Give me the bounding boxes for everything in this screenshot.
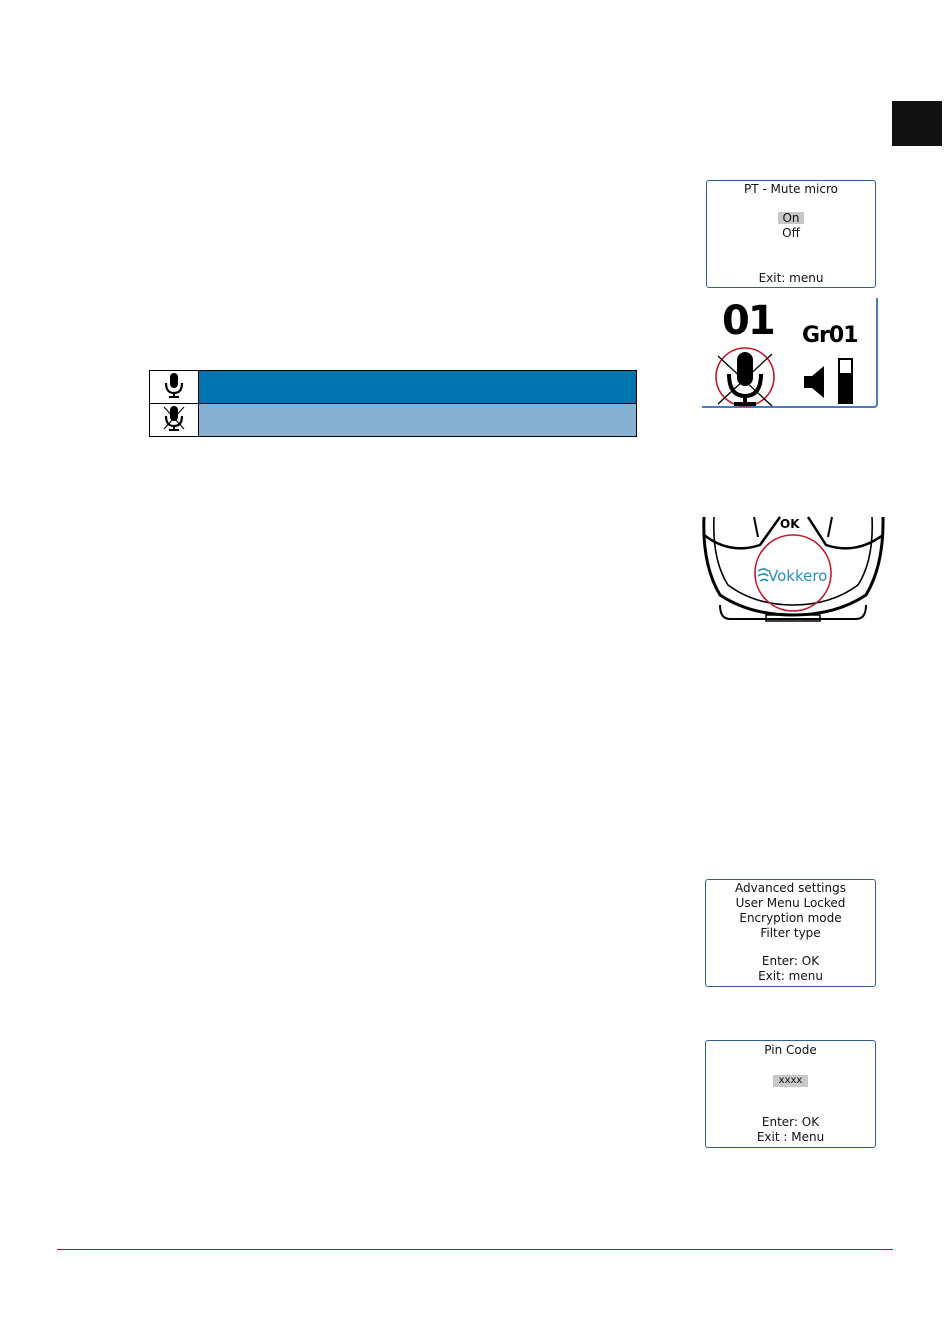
mute-micro-screen xyxy=(706,180,876,288)
advanced-exit-hint: Exit: menu xyxy=(758,969,823,983)
advanced-settings-screen xyxy=(705,879,876,987)
device-photo xyxy=(700,515,886,625)
legend-row-mic-muted xyxy=(150,404,637,437)
battery-level-icon xyxy=(838,358,854,404)
mute-option-off[interactable]: Off xyxy=(782,226,800,240)
mic-status-legend xyxy=(149,370,637,437)
brand-logo-text: Vokkero xyxy=(768,567,828,585)
menu-item-encryption-mode[interactable]: Encryption mode xyxy=(739,911,842,925)
pin-exit-hint: Exit : Menu xyxy=(756,1130,825,1144)
microphone-icon xyxy=(161,371,187,399)
legend-color-active xyxy=(199,371,637,404)
mute-option-on[interactable]: On xyxy=(778,212,803,224)
group-label: Gr01 xyxy=(802,323,858,348)
microphone-muted-icon xyxy=(161,404,187,432)
menu-item-user-menu-locked[interactable]: User Menu Locked xyxy=(735,896,846,910)
pin-code-field[interactable]: xxxx xyxy=(773,1075,809,1087)
mute-screen-footer: Exit: menu xyxy=(758,271,824,285)
speaker-icon xyxy=(802,364,828,400)
microphone-muted-icon xyxy=(708,346,780,410)
menu-item-filter-type[interactable]: Filter type xyxy=(760,926,821,940)
section-tab-marker xyxy=(892,101,942,146)
footer-rule xyxy=(57,1249,893,1250)
brand-logo-icon xyxy=(758,569,768,581)
channel-number: 01 xyxy=(722,298,774,344)
pin-enter-hint: Enter: OK xyxy=(761,1115,820,1129)
pin-code-title: Pin Code xyxy=(764,1043,817,1057)
legend-row-mic-active xyxy=(150,371,637,404)
mute-micro-title: PT - Mute micro xyxy=(743,182,839,196)
channel-display xyxy=(702,298,878,408)
menu-item-advanced-settings[interactable]: Advanced settings xyxy=(735,881,846,895)
legend-color-muted xyxy=(199,404,637,437)
advanced-enter-hint: Enter: OK xyxy=(761,954,820,968)
pin-code-screen xyxy=(705,1040,876,1148)
ok-button-label: OK xyxy=(780,517,800,531)
